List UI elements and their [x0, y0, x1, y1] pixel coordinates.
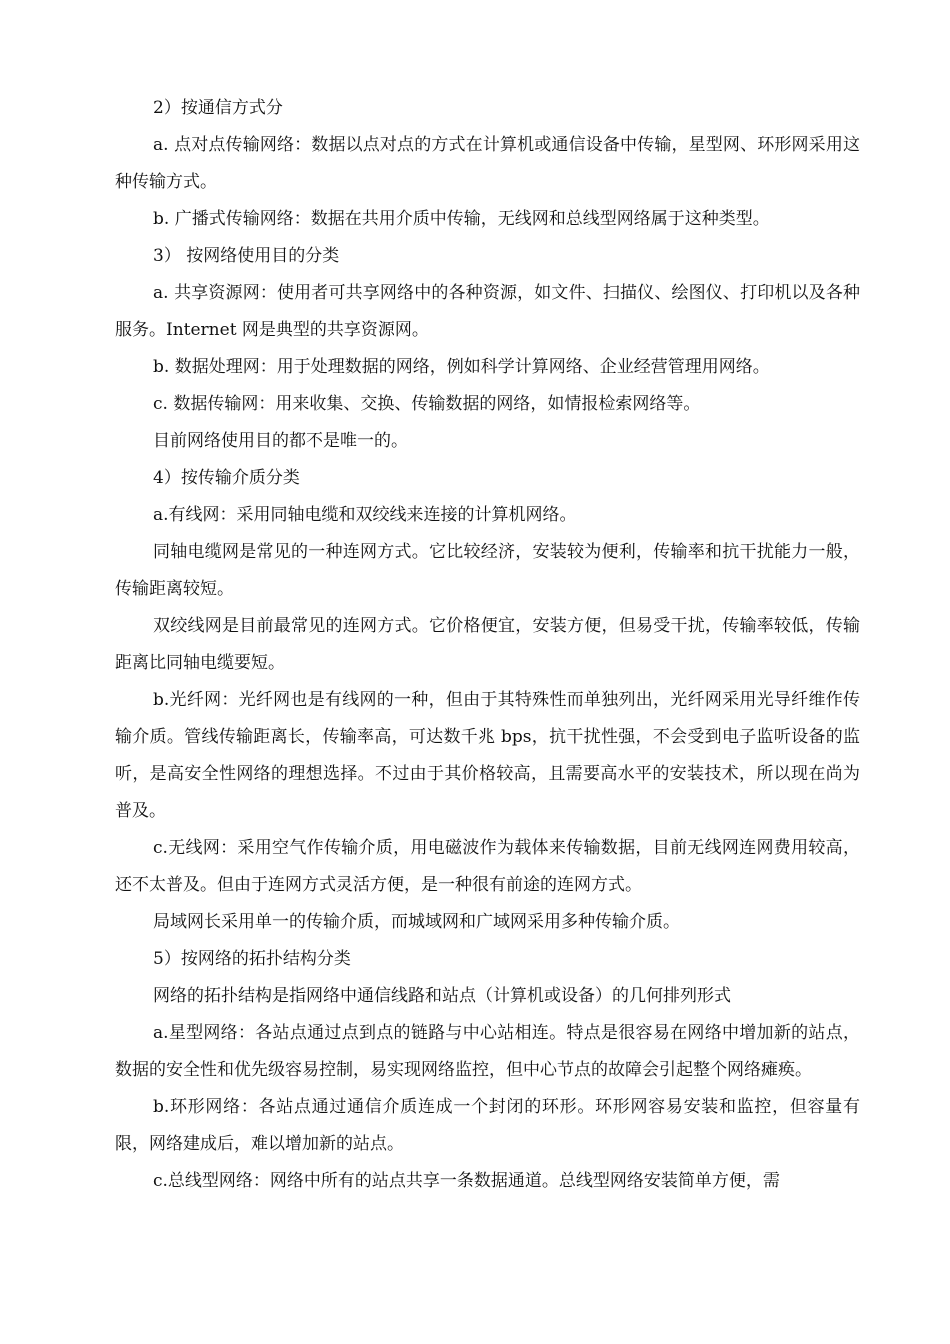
paragraph-data-processing: b. 数据处理网：用于处理数据的网络，例如科学计算网络、企业经营管理用网络。: [153, 357, 770, 377]
heading-by-topology: 5）按网络的拓扑结构分类: [153, 949, 351, 969]
heading-by-purpose: 3） 按网络使用目的分类: [153, 246, 340, 266]
paragraph-wired: a.有线网：采用同轴电缆和双绞线来连接的计算机网络。: [153, 505, 577, 525]
heading-by-communication-mode: 2）按通信方式分: [153, 98, 283, 118]
paragraph-wireless: c.无线网：采用空气作传输介质，用电磁波作为载体来传输数据，目前无线网连网费用较高，还不太普及。但由于连网方式灵活方便，是一种很有前途的连网方式。: [115, 838, 860, 895]
paragraph-bus: c.总线型网络：网络中所有的站点共享一条数据通道。总线型网络安装简单方便，需: [153, 1171, 780, 1191]
paragraph-fiber: b.光纤网：光纤网也是有线网的一种，但由于其特殊性而单独列出，光纤网采用光导纤维作传输介质。管线传输距离长，传输率高，可达数千兆 bps，抗干扰性强，不会受到电子监听设备的监听，是高安全性网络的理想选择。不过由于其价格较高，且需要高水平的安装技术，所以现在尚为普及。: [115, 690, 860, 821]
paragraph-data-transmission: c. 数据传输网：用来收集、交换、传输数据的网络，如情报检索网络等。: [153, 394, 701, 414]
heading-by-medium: 4）按传输介质分类: [153, 468, 300, 488]
paragraph-resource-sharing: a. 共享资源网：使用者可共享网络中的各种资源，如文件、扫描仪、绘图仪、打印机以及各种服务。Internet 网是典型的共享资源网。: [115, 283, 860, 340]
paragraph-topology-definition: 网络的拓扑结构是指网络中通信线路和站点（计算机或设备）的几何排列形式: [153, 986, 731, 1006]
document-page: [115, 90, 860, 1200]
paragraph-ring: b.环形网络：各站点通过通信介质连成一个封闭的环形。环形网容易安装和监控，但容量有限，网络建成后，难以增加新的站点。: [115, 1097, 860, 1154]
paragraph-purpose-note: 目前网络使用目的都不是唯一的。: [153, 431, 408, 451]
paragraph-medium-summary: 局域网长采用单一的传输介质，而城域网和广域网采用多种传输介质。: [153, 912, 680, 932]
paragraph-broadcast: b. 广播式传输网络：数据在共用介质中传输，无线网和总线型网络属于这种类型。: [153, 209, 770, 229]
paragraph-twisted-pair: 双绞线网是目前最常见的连网方式。它价格便宜，安装方便，但易受干扰，传输率较低，传输距离比同轴电缆要短。: [115, 616, 860, 673]
paragraph-coaxial: 同轴电缆网是常见的一种连网方式。它比较经济，安装较为便利，传输率和抗干扰能力一般，传输距离较短。: [115, 542, 860, 599]
paragraph-star: a.星型网络：各站点通过点到点的链路与中心站相连。特点是很容易在网络中增加新的站点，数据的安全性和优先级容易控制，易实现网络监控，但中心节点的故障会引起整个网络瘫痪。: [115, 1023, 860, 1080]
paragraph-point-to-point: a. 点对点传输网络：数据以点对点的方式在计算机或通信设备中传输，星型网、环形网采用这种传输方式。: [115, 135, 860, 192]
